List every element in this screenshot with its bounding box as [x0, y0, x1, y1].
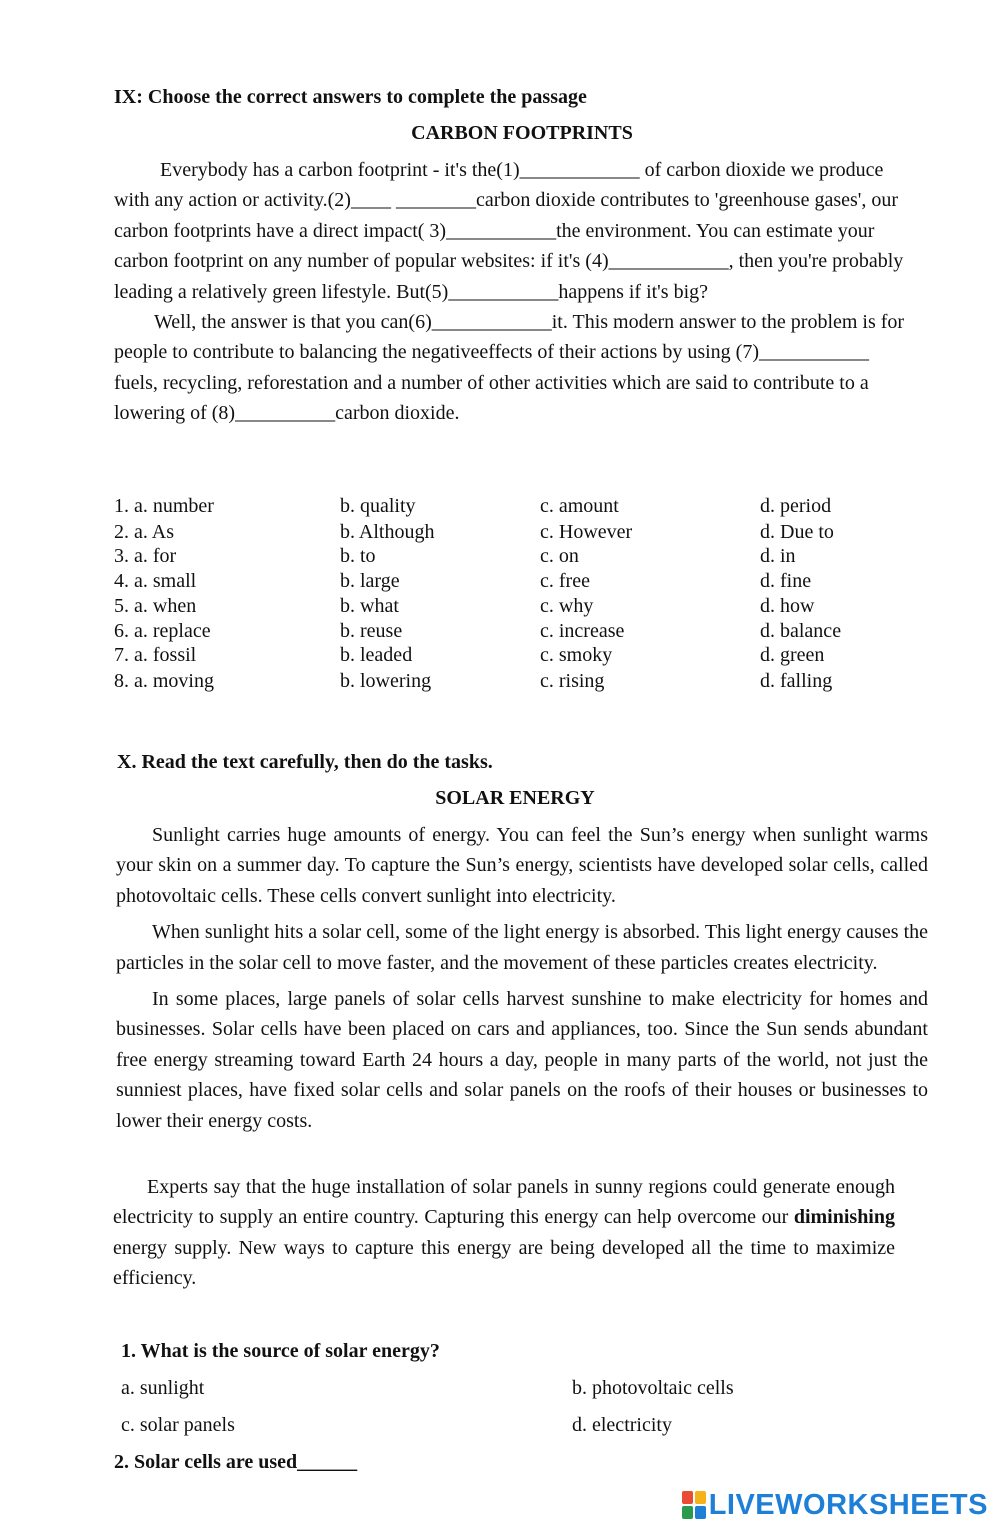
option-row-3 — [114, 545, 914, 570]
option-4b[interactable]: b. large — [340, 570, 400, 592]
option-row-6 — [114, 620, 914, 645]
question-1-option-b[interactable]: b. photovoltaic cells — [572, 1377, 734, 1399]
solar-paragraph-4-start: Experts say that the huge installation of solar panels in sunny regions could generate enough electricity to supply an entire country. Capturing this energy can help overcome our — [113, 1176, 895, 1229]
option-2b[interactable]: b. Although — [340, 521, 435, 543]
option-6d[interactable]: d. balance — [760, 620, 842, 642]
option-5d[interactable]: d. how — [760, 595, 815, 617]
carbon-passage — [114, 155, 908, 429]
option-5c[interactable]: c. why — [540, 595, 594, 617]
option-4a[interactable]: 4. a. small — [114, 570, 197, 592]
solar-paragraph-3: In some places, large panels of solar cells harvest sunshine to make electricity for homes and businesses. Solar cells have been placed on cars and appliances, too. Since the Sun sends abundant free energy streaming toward Earth 24 hours a day, people in many parts of the world, not just the sunniest places, have fixed solar cells and solar panels on the roofs of their houses or businesses to lower their energy costs. — [116, 988, 928, 1132]
option-1d[interactable]: d. period — [760, 495, 832, 517]
option-8d[interactable]: d. falling — [760, 670, 833, 692]
option-4d[interactable]: d. fine — [760, 570, 812, 592]
question-1-option-a[interactable]: a. sunlight — [121, 1377, 205, 1399]
option-6c[interactable]: c. increase — [540, 620, 625, 642]
option-2c[interactable]: c. However — [540, 521, 633, 543]
option-5b[interactable]: b. what — [340, 595, 399, 617]
option-4c[interactable]: c. free — [540, 570, 590, 592]
option-2a[interactable]: 2. a. As — [114, 521, 174, 543]
diminishing-keyword: diminishing — [793, 1206, 895, 1229]
option-1a[interactable]: 1. a. number — [114, 495, 214, 517]
option-3d[interactable]: d. in — [760, 545, 796, 567]
option-8b[interactable]: b. lowering — [340, 670, 432, 692]
option-row-1 — [114, 495, 914, 520]
option-row-2 — [114, 521, 914, 546]
carbon-footprints-title: CARBON FOOTPRINTS — [411, 122, 633, 144]
logo-text: LIVEWORKSHEETS — [708, 1488, 988, 1521]
option-3b[interactable]: b. to — [340, 545, 376, 567]
carbon-paragraph-1: Everybody has a carbon footprint - it's the(1)____________ of carbon dioxide we produce with any action or activity.(2)____ ________carbon dioxide contributes to 'greenhouse gases', our carbon footprints have a direct impact( 3)___________the environment. You can estimate your carbon footprint on any number of popular websites: if it's (4)____________, then you're probably leading a relatively green lifestyle. But(5)___________happens if it's big? — [114, 159, 904, 303]
liveworksheets-logo — [682, 1488, 988, 1522]
option-7d[interactable]: d. green — [760, 644, 825, 666]
option-7a[interactable]: 7. a. fossil — [114, 644, 197, 666]
solar-energy-title: SOLAR ENERGY — [435, 787, 595, 809]
option-3a[interactable]: 3. a. for — [114, 545, 177, 567]
solar-paragraph-4-end: energy supply. New ways to capture this energy are being developed all the time to maximize efficiency. — [113, 1236, 895, 1290]
option-8c[interactable]: c. rising — [540, 670, 605, 692]
solar-paragraph-2: When sunlight hits a solar cell, some of the light energy is absorbed. This light energy causes the particles in the solar cell to move faster, and the movement of these particles creates electricity. — [116, 921, 928, 974]
solar-paragraph-4 — [113, 1172, 895, 1294]
option-5a[interactable]: 5. a. when — [114, 595, 197, 617]
carbon-paragraph-2: Well, the answer is that you can(6)____________it. This modern answer to the problem is for people to contribute to balancing the negativeeffects of their actions by using (7)___________ fuels, recycling, reforestation and a number of other activities which are said to contribute to a lowering of (8)__________carbon dioxide. — [114, 311, 905, 425]
option-8a[interactable]: 8. a. moving — [114, 670, 214, 692]
option-2d[interactable]: d. Due to — [760, 521, 834, 543]
option-6b[interactable]: b. reuse — [340, 620, 403, 642]
option-row-5 — [114, 595, 914, 620]
option-row-4 — [114, 570, 914, 595]
option-6a[interactable]: 6. a. replace — [114, 620, 211, 642]
option-row-7 — [114, 644, 914, 669]
logo-blocks-icon — [682, 1491, 706, 1519]
question-1-option-c[interactable]: c. solar panels — [121, 1414, 235, 1436]
question-1: 1. What is the source of solar energy? — [121, 1340, 440, 1362]
question-1-option-d[interactable]: d. electricity — [572, 1414, 672, 1436]
option-1b[interactable]: b. quality — [340, 495, 416, 517]
option-7b[interactable]: b. leaded — [340, 644, 413, 666]
section-9-heading: IX: Choose the correct answers to complete the passage — [114, 86, 587, 108]
option-1c[interactable]: c. amount — [540, 495, 619, 517]
option-row-8 — [114, 670, 914, 695]
option-3c[interactable]: c. on — [540, 545, 579, 567]
question-2: 2. Solar cells are used______ — [114, 1451, 358, 1473]
solar-paragraph-1: Sunlight carries huge amounts of energy. You can feel the Sun’s energy when sunlight warms your skin on a summer day. To capture the Sun’s energy, scientists have developed solar cells, called photovoltaic cells. These cells convert sunlight into electricity. — [116, 824, 928, 907]
solar-passage — [116, 820, 928, 1136]
option-7c[interactable]: c. smoky — [540, 644, 613, 666]
section-10-heading: X. Read the text carefully, then do the tasks. — [117, 751, 493, 773]
